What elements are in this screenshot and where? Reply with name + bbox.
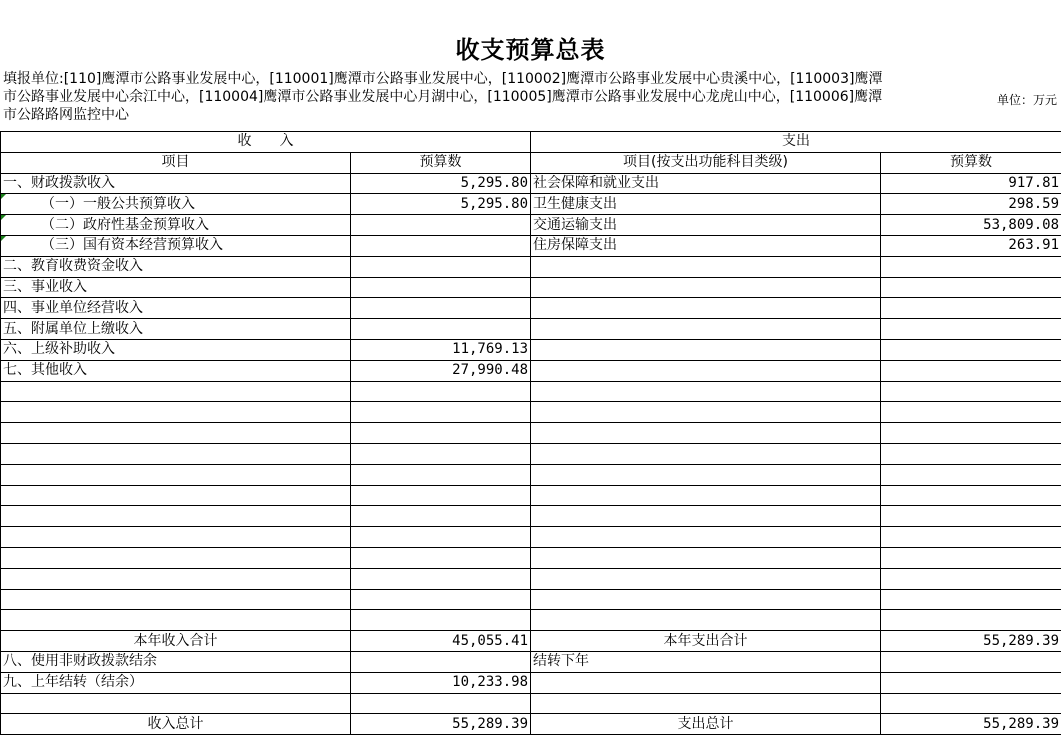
- income-value-cell: 55,289.39: [351, 714, 531, 735]
- income-value-cell: 10,233.98: [351, 672, 531, 693]
- empty-cell: [1, 589, 351, 610]
- empty-cell: [1, 610, 351, 631]
- table-row: [1, 277, 1061, 298]
- empty-cell: [881, 589, 1061, 610]
- empty-row: [1, 485, 1061, 506]
- empty-cell: [881, 423, 1061, 444]
- income-item-header: 项目: [1, 152, 351, 173]
- empty-cell: [881, 547, 1061, 568]
- income-value-cell: 5,295.80: [351, 194, 531, 215]
- table-row: [1, 319, 1061, 340]
- empty-cell: [531, 693, 881, 714]
- empty-cell: [531, 485, 881, 506]
- income-item-cell: （一）一般公共预算收入: [1, 194, 351, 215]
- empty-cell: [1, 485, 351, 506]
- income-value-cell: 45,055.41: [351, 631, 531, 652]
- empty-cell: [531, 506, 881, 527]
- empty-cell: [351, 443, 531, 464]
- income-value-cell: [351, 235, 531, 256]
- empty-cell: [531, 402, 881, 423]
- empty-cell: [531, 381, 881, 402]
- expense-item-cell: [531, 277, 881, 298]
- expense-item-header: 项目(按支出功能科目类级): [531, 152, 881, 173]
- empty-cell: [531, 610, 881, 631]
- empty-cell: [1, 527, 351, 548]
- expense-value-cell: 55,289.39: [881, 714, 1061, 735]
- expense-item-cell: [531, 672, 881, 693]
- empty-cell: [881, 506, 1061, 527]
- empty-row: [1, 693, 1061, 714]
- header-row-group: [1, 132, 1061, 153]
- empty-row: [1, 589, 1061, 610]
- empty-cell: [881, 443, 1061, 464]
- empty-row: [1, 506, 1061, 527]
- empty-row: [1, 547, 1061, 568]
- expense-item-cell: 卫生健康支出: [531, 194, 881, 215]
- table-row: [1, 651, 1061, 672]
- empty-cell: [351, 589, 531, 610]
- empty-cell: [351, 464, 531, 485]
- empty-cell: [881, 527, 1061, 548]
- empty-cell: [881, 402, 1061, 423]
- expense-value-cell: [881, 319, 1061, 340]
- expense-value-cell: [881, 277, 1061, 298]
- income-item-cell: （二）政府性基金预算收入: [1, 215, 351, 236]
- income-item-cell: 一、财政拨款收入: [1, 173, 351, 194]
- empty-cell: [1, 381, 351, 402]
- expense-item-cell: [531, 319, 881, 340]
- empty-row: [1, 402, 1061, 423]
- empty-cell: [351, 381, 531, 402]
- empty-cell: [531, 547, 881, 568]
- budget-table: [0, 131, 1061, 735]
- table-row: [1, 631, 1061, 652]
- income-item-cell: 五、附属单位上缴收入: [1, 319, 351, 340]
- empty-cell: [881, 464, 1061, 485]
- table-row: [1, 339, 1061, 360]
- empty-cell: [1, 568, 351, 589]
- empty-cell: [1, 506, 351, 527]
- empty-cell: [531, 464, 881, 485]
- expense-value-cell: 55,289.39: [881, 631, 1061, 652]
- table-row: [1, 672, 1061, 693]
- expense-header: 支出: [531, 132, 1061, 153]
- empty-row: [1, 527, 1061, 548]
- expense-item-cell: [531, 298, 881, 319]
- expense-value-cell: [881, 360, 1061, 381]
- empty-row: [1, 443, 1061, 464]
- empty-row: [1, 381, 1061, 402]
- empty-cell: [1, 547, 351, 568]
- expense-budget-header: 预算数: [881, 152, 1061, 173]
- header-row-columns: [1, 152, 1061, 173]
- empty-cell: [351, 693, 531, 714]
- empty-row: [1, 423, 1061, 444]
- income-item-cell: 三、事业收入: [1, 277, 351, 298]
- income-value-cell: [351, 319, 531, 340]
- income-item-cell: 六、上级补助收入: [1, 339, 351, 360]
- table-row: [1, 360, 1061, 381]
- empty-cell: [881, 610, 1061, 631]
- unit-label: 单位：万元: [996, 93, 1057, 107]
- empty-cell: [881, 381, 1061, 402]
- empty-cell: [351, 423, 531, 444]
- income-item-cell: 四、事业单位经营收入: [1, 298, 351, 319]
- expense-value-cell: [881, 256, 1061, 277]
- expense-item-cell: 支出总计: [531, 714, 881, 735]
- expense-item-cell: 住房保障支出: [531, 235, 881, 256]
- table-row: [1, 194, 1061, 215]
- page-title: 收支预算总表: [455, 36, 606, 64]
- empty-cell: [881, 693, 1061, 714]
- income-item-cell: （三）国有资本经营预算收入: [1, 235, 351, 256]
- expense-value-cell: [881, 298, 1061, 319]
- empty-row: [1, 610, 1061, 631]
- empty-cell: [531, 443, 881, 464]
- empty-cell: [531, 589, 881, 610]
- empty-cell: [351, 402, 531, 423]
- empty-cell: [351, 610, 531, 631]
- table-row: [1, 714, 1061, 735]
- expense-item-cell: 交通运输支出: [531, 215, 881, 236]
- income-item-cell: 八、使用非财政拨款结余: [1, 651, 351, 672]
- income-value-cell: [351, 651, 531, 672]
- empty-cell: [1, 443, 351, 464]
- income-item-cell: 七、其他收入: [1, 360, 351, 381]
- income-value-cell: [351, 215, 531, 236]
- table-row: [1, 215, 1061, 236]
- income-item-cell: 二、教育收费资金收入: [1, 256, 351, 277]
- empty-cell: [1, 464, 351, 485]
- empty-cell: [531, 568, 881, 589]
- table-row: [1, 256, 1061, 277]
- empty-cell: [531, 423, 881, 444]
- empty-cell: [351, 506, 531, 527]
- income-value-cell: [351, 298, 531, 319]
- expense-value-cell: [881, 672, 1061, 693]
- empty-cell: [1, 693, 351, 714]
- income-value-cell: 27,990.48: [351, 360, 531, 381]
- expense-item-cell: [531, 360, 881, 381]
- filling-unit-info: 填报单位:[110]鹰潭市公路事业发展中心，[110001]鹰潭市公路事业发展中心，[110002]鹰潭市公路事业发展中心贵溪中心，[110003]鹰潭市公路事业发展中心余江中心，[110004]鹰潭市公路事业发展中心月湖中心，[110005]鹰潭市公路事业发展中心龙虎山中心，[110006]鹰潭市公路路网监控中心: [3, 71, 883, 123]
- income-value-cell: [351, 277, 531, 298]
- income-value-cell: 11,769.13: [351, 339, 531, 360]
- expense-value-cell: [881, 339, 1061, 360]
- expense-item-cell: [531, 339, 881, 360]
- empty-cell: [1, 423, 351, 444]
- income-item-cell: 收入总计: [1, 714, 351, 735]
- expense-item-cell: 本年支出合计: [531, 631, 881, 652]
- expense-value-cell: 298.59: [881, 194, 1061, 215]
- expense-item-cell: 社会保障和就业支出: [531, 173, 881, 194]
- empty-cell: [881, 568, 1061, 589]
- expense-value-cell: [881, 651, 1061, 672]
- empty-cell: [881, 485, 1061, 506]
- empty-row: [1, 464, 1061, 485]
- empty-cell: [351, 568, 531, 589]
- table-row: [1, 173, 1061, 194]
- income-header: 收 入: [1, 132, 531, 153]
- income-value-cell: 5,295.80: [351, 173, 531, 194]
- income-item-cell: 九、上年结转（结余）: [1, 672, 351, 693]
- expense-item-cell: 结转下年: [531, 651, 881, 672]
- income-budget-header: 预算数: [351, 152, 531, 173]
- table-row: [1, 235, 1061, 256]
- income-value-cell: [351, 256, 531, 277]
- empty-cell: [1, 402, 351, 423]
- income-item-cell: 本年收入合计: [1, 631, 351, 652]
- expense-value-cell: 263.91: [881, 235, 1061, 256]
- empty-cell: [351, 547, 531, 568]
- table-row: [1, 298, 1061, 319]
- expense-value-cell: 917.81: [881, 173, 1061, 194]
- empty-row: [1, 568, 1061, 589]
- empty-cell: [531, 527, 881, 548]
- empty-cell: [351, 485, 531, 506]
- expense-value-cell: 53,809.08: [881, 215, 1061, 236]
- empty-cell: [351, 527, 531, 548]
- expense-item-cell: [531, 256, 881, 277]
